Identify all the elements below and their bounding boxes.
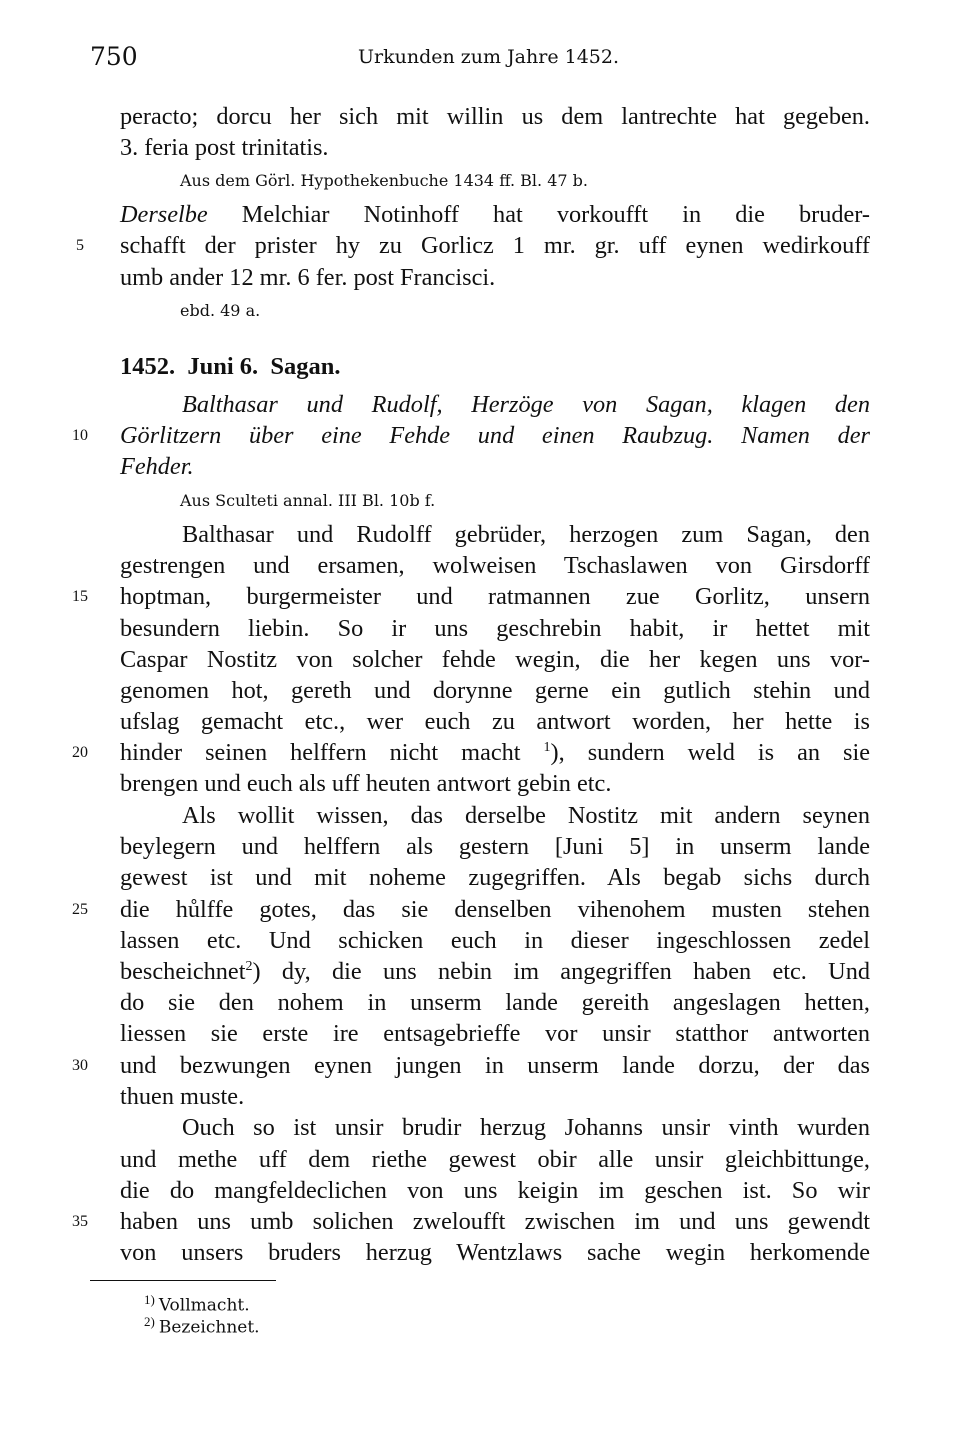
line-number: 15 [72,588,88,605]
text-line: umb ander 12 mr. 6 fer. post Francisci. [120,264,496,291]
text-line: von unsers bruders herzug Wentzlaws sache wegin herkomende [120,1239,870,1266]
text-line: peracto; dorcu her sich mit willin us dem lantrechte hat gegeben. [120,103,870,130]
text-line: haben uns umb solichen zweloufft zwischen im und uns gewendt [120,1208,870,1235]
text-line: und bezwungen eynen jungen in unserm lande dorzu, der das [120,1052,870,1079]
text-line: Balthasar und Rudolff gebrüder, herzogen zum Sagan, den [182,521,870,548]
footnote: $^{2)}$ Bezeichnet. [144,1314,260,1338]
footnote-mark: 2) [144,1314,155,1329]
text-line: gewest ist und mit noheme zugegriffen. Als begab sichs durch [120,864,870,891]
text-line: die do mangfeldeclichen von uns keigin im geschen ist. So wir [120,1177,870,1204]
text-line: besundern liebin. So ir uns geschrebin habit, ir hettet mit [120,615,870,642]
footnote-marker: 2 [245,958,253,974]
document-heading: 1452. Juni 6. Sagan. [120,353,341,380]
text-line: beylegern und helffern als gestern [Juni 5] in unserm lande [120,833,870,860]
regest-line: Görlitzern über eine Fehde und einen Raubzug. Namen der [120,422,870,449]
text-line: genomen hot, gereth und dorynne gerne ein gutlich stehin und [120,677,870,704]
source-note: Aus dem Görl. Hypothekenbuche 1434 ff. Bl. 47 b. [180,171,588,190]
text-line: hinder seinen helffern nicht macht $^1$), sundern weld is an sie [120,739,870,766]
text-line: bescheichnet$^2$) dy, die uns nebin im angegriffen haben etc. Und [120,958,870,985]
text-line: die hůlffe gotes, das sie denselben vihenohem musten stehen [120,896,870,923]
text-line: gestrengen und ersamen, wolweisen Tschaslawen von Girsdorff [120,552,870,579]
text-line: schafft der prister hy zu Gorlicz 1 mr. gr. uff eynen wedirkouff [120,232,870,259]
line-number: 25 [72,901,88,918]
line-number: 5 [76,237,84,254]
text-line: Caspar Nostitz von solcher fehde wegin, die her kegen uns vor- [120,646,870,673]
line-number: 30 [72,1057,88,1074]
text-line: liessen sie erste ire entsagebrieffe vor unsir statthor antworten [120,1020,870,1047]
text-line: und methe uff dem riethe gewest obir alle unsir gleichbittunge, [120,1146,870,1173]
regest-line: Fehder. [120,453,194,480]
running-title: Urkunden zum Jahre 1452. [358,46,620,68]
footnote-marker: 1 [543,739,551,755]
emphasis: Derselbe [120,201,208,228]
footnote-mark: 1) [144,1292,155,1307]
line-number: 10 [72,427,88,444]
regest-line: Balthasar und Rudolf, Herzöge von Sagan, klagen den [182,391,870,418]
line-number: 35 [72,1213,88,1230]
text-line: 3. feria post trinitatis. [120,134,329,161]
footnote: $^{1)}$ Vollmacht. [144,1292,250,1316]
line-number: 20 [72,744,88,761]
text-line: Ouch so ist unsir brudir herzug Johanns unsir vinth wurden [182,1114,870,1141]
text-line: brengen und euch als uff heuten antwort gebin etc. [120,770,612,797]
text-line: do sie den nohem in unserm lande gereith angeslagen hetten, [120,989,870,1016]
text-line: Als wollit wissen, das derselbe Nostitz mit andern seynen [182,802,870,829]
footnote-rule [90,1280,276,1281]
text-line: Derselbe Melchiar Notinhoff hat vorkoufft in die bruder- [120,201,870,228]
text-line: lassen etc. Und schicken euch in dieser ingeschlossen zedel [120,927,870,954]
source-note: ebd. 49 a. [180,301,261,320]
text-line: ufslag gemacht etc., wer euch zu antwort worden, her hette is [120,708,870,735]
page-number: 750 [90,42,138,71]
text-line: thuen muste. [120,1083,245,1110]
text-line: hoptman, burgermeister und ratmannen zue Gorlitz, unsern [120,583,870,610]
source-note: Aus Sculteti annal. III Bl. 10b f. [180,491,436,510]
